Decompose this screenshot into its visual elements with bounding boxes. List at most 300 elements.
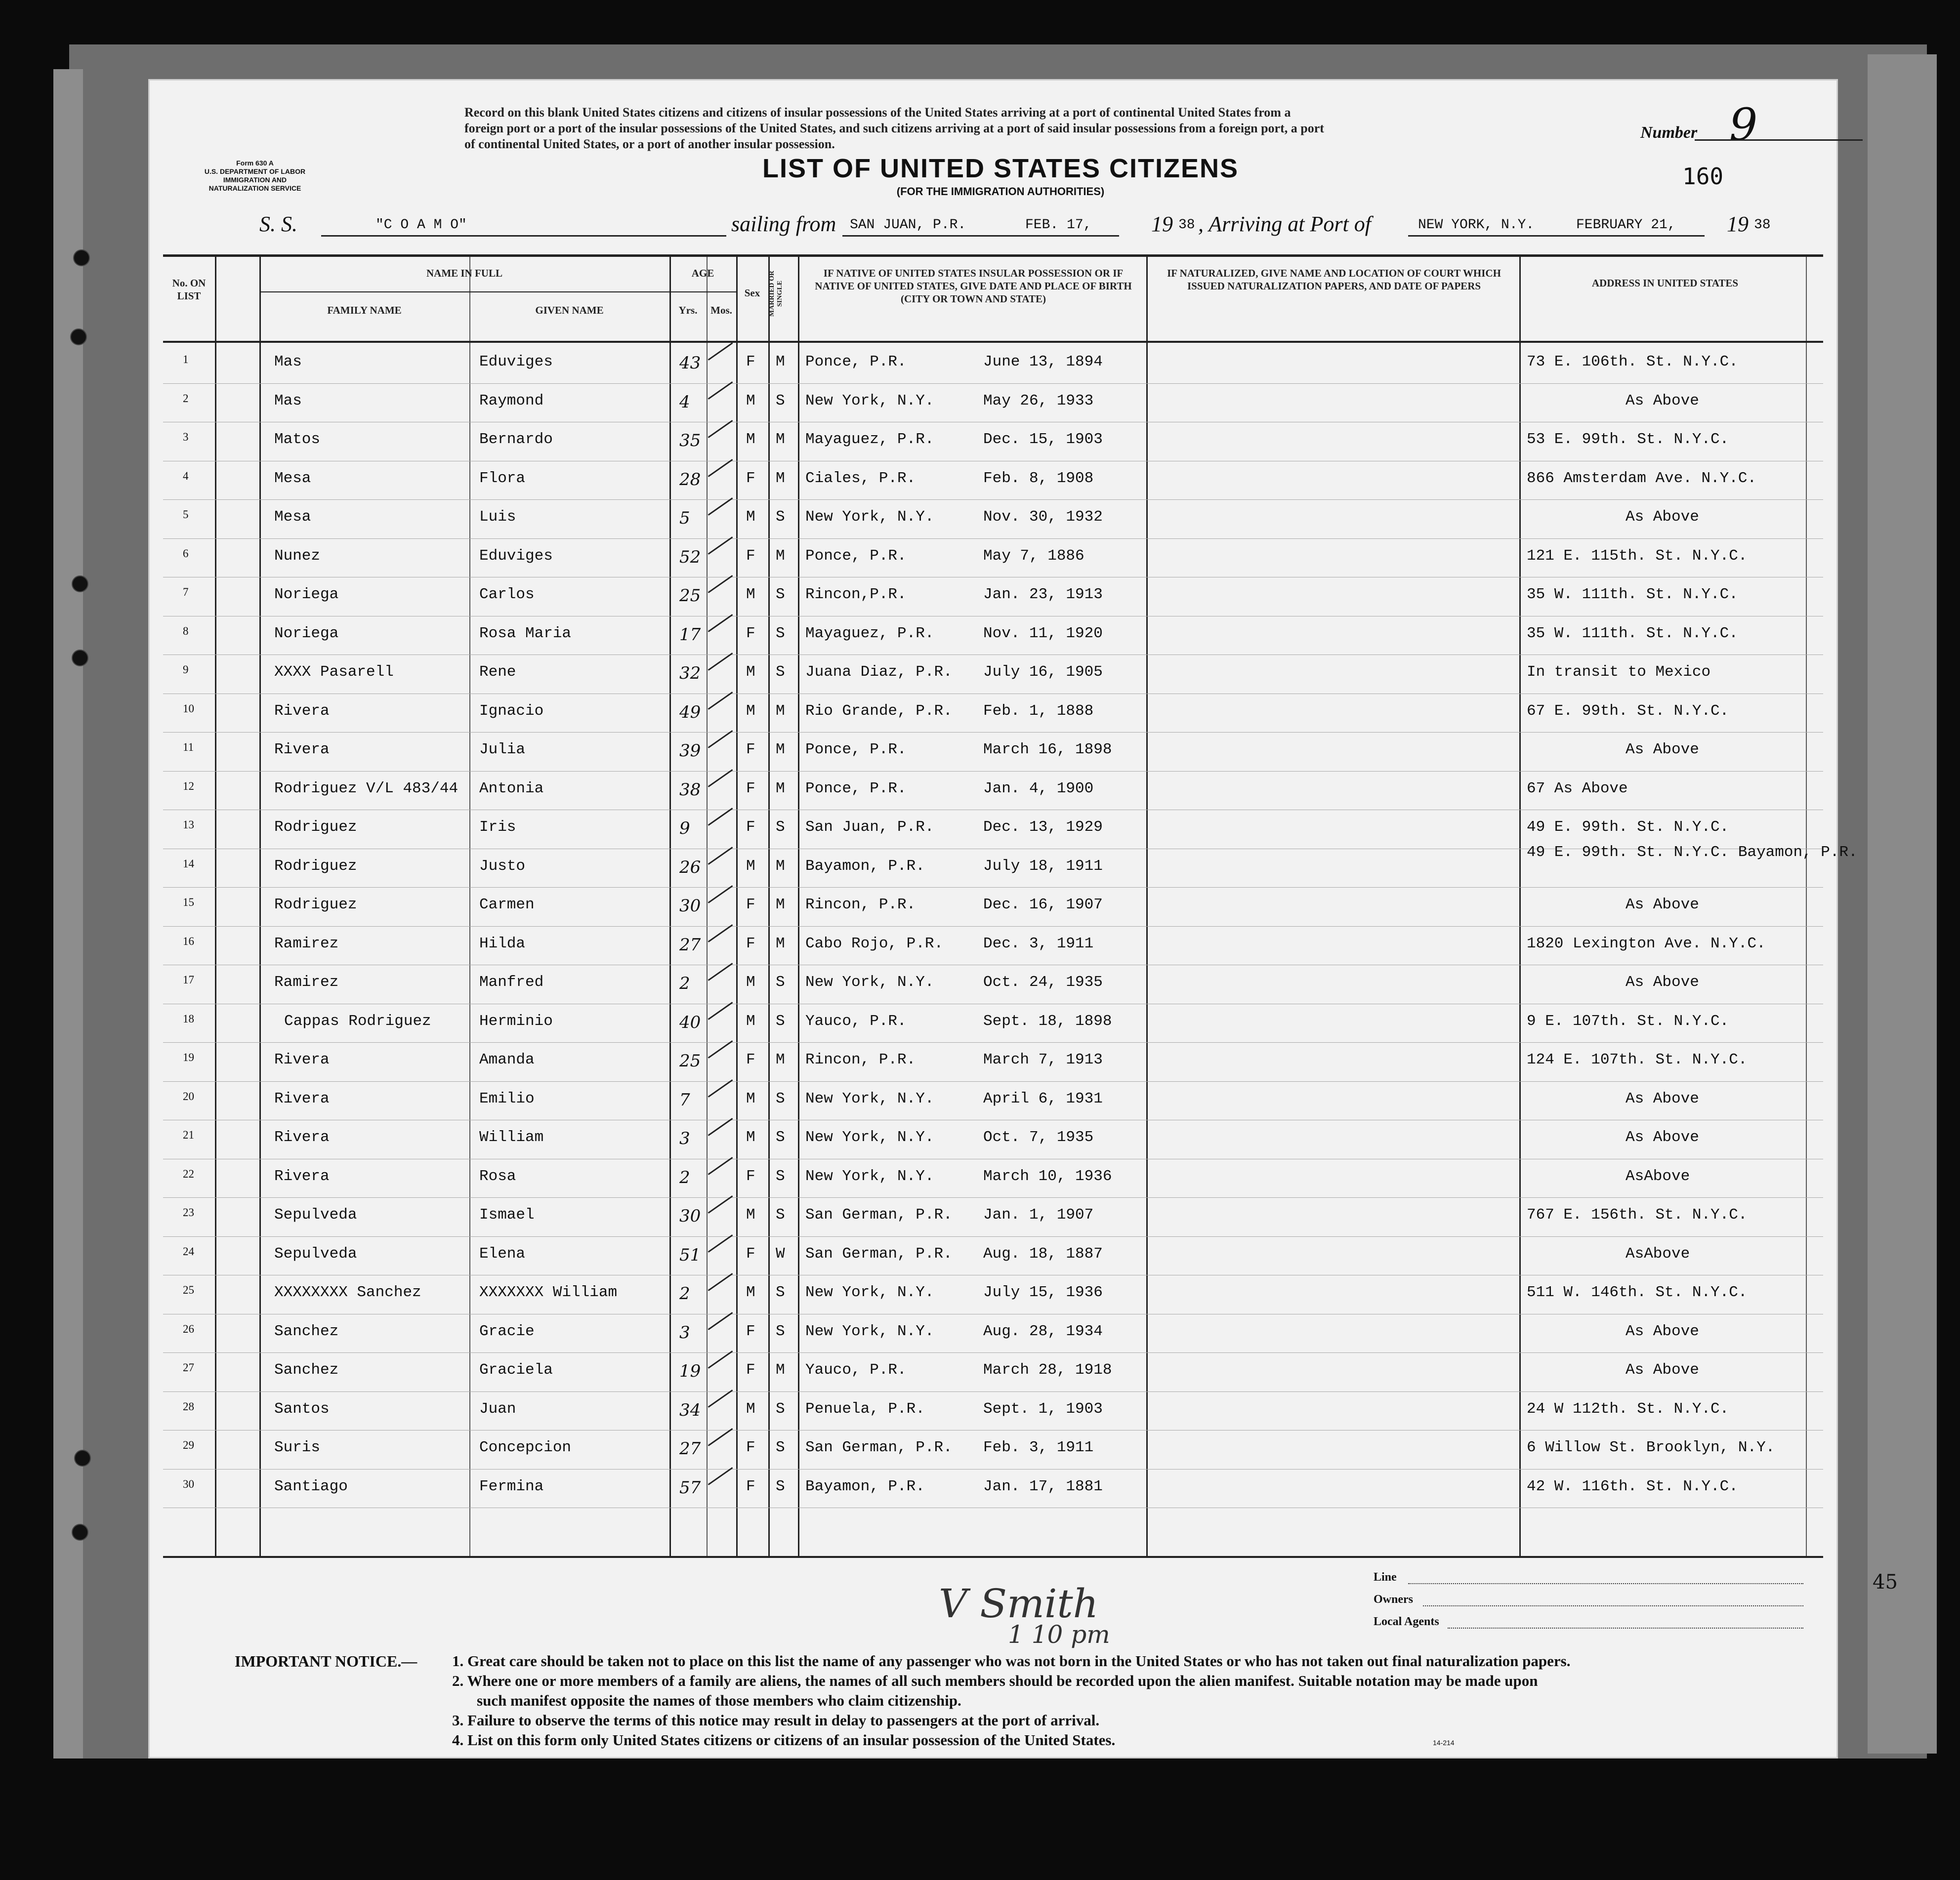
cell-family: Ramirez bbox=[274, 935, 339, 952]
cell-marital: M bbox=[776, 896, 785, 913]
cell-family: Mas bbox=[274, 392, 302, 409]
port-to-underline bbox=[1408, 235, 1705, 237]
cell-date: Sept. 1, 1903 bbox=[983, 1400, 1103, 1418]
tick-mark bbox=[708, 1234, 733, 1253]
cell-sex: M bbox=[746, 702, 755, 720]
cell-marital: S bbox=[776, 392, 785, 409]
sailing-label: sailing from bbox=[731, 212, 836, 236]
cell-address: 511 W. 146th. St. N.Y.C. bbox=[1527, 1284, 1748, 1301]
col-divider bbox=[1806, 257, 1807, 1556]
cell-no: 13 bbox=[183, 818, 194, 831]
cell-marital: M bbox=[776, 779, 785, 797]
tick-mark bbox=[708, 653, 733, 671]
cell-no: 12 bbox=[183, 779, 194, 792]
cell-address: As Above bbox=[1626, 1361, 1699, 1379]
cell-given: Elena bbox=[479, 1245, 526, 1263]
row-rule bbox=[163, 1042, 1823, 1043]
binder-hole bbox=[72, 1524, 88, 1541]
page-subtitle: (FOR THE IMMIGRATION AUTHORITIES) bbox=[896, 185, 1105, 198]
cell-age: 34 bbox=[679, 1400, 701, 1420]
cell-date: May 26, 1933 bbox=[983, 392, 1094, 409]
number-value: 9 bbox=[1729, 99, 1758, 151]
cell-family: Sanchez bbox=[274, 1322, 339, 1340]
cell-marital: M bbox=[776, 469, 785, 487]
manifest-page bbox=[148, 79, 1898, 1758]
cell-age: 4 bbox=[679, 392, 690, 412]
cell-age: 19 bbox=[679, 1361, 701, 1381]
cell-sex: F bbox=[746, 896, 755, 913]
cell-marital: M bbox=[776, 353, 785, 370]
notice-item: 1. Great care should be taken not to place on this list the name of any passenger who was not born in the United States or who has not taken out final naturalization papers. bbox=[452, 1652, 1571, 1670]
cell-place: Ponce, P.R. bbox=[805, 741, 907, 758]
tick-mark bbox=[708, 536, 733, 555]
cell-place: New York, N.Y. bbox=[805, 1322, 934, 1340]
port-from-underline bbox=[842, 235, 1119, 237]
year-suffix-2: 38 bbox=[1754, 217, 1771, 233]
cell-address: As Above bbox=[1626, 896, 1699, 913]
owners-field bbox=[1423, 1605, 1803, 1606]
cell-date: March 16, 1898 bbox=[983, 741, 1112, 758]
cell-marital: S bbox=[776, 1400, 785, 1418]
cell-date: Dec. 15, 1903 bbox=[983, 431, 1103, 448]
cell-family: Santiago bbox=[274, 1477, 348, 1495]
cell-family: Mas bbox=[274, 353, 302, 370]
cell-place: Ponce, P.R. bbox=[805, 547, 907, 565]
cell-sex: F bbox=[746, 624, 755, 642]
cell-age: 39 bbox=[679, 741, 701, 761]
cell-marital: W bbox=[776, 1245, 785, 1263]
row-rule bbox=[163, 499, 1823, 500]
cell-place: New York, N.Y. bbox=[805, 1090, 934, 1107]
tick-mark bbox=[708, 885, 733, 903]
notice-title: IMPORTANT NOTICE.— bbox=[235, 1652, 417, 1670]
cell-marital: S bbox=[776, 818, 785, 836]
cell-marital: S bbox=[776, 1129, 785, 1146]
cell-age: 27 bbox=[679, 1439, 701, 1459]
cell-family: Rodriguez bbox=[274, 857, 357, 875]
cell-family: Rivera bbox=[274, 702, 330, 720]
cell-place: San German, P.R. bbox=[805, 1439, 953, 1456]
stamp-number: 160 bbox=[1682, 163, 1724, 190]
cell-given: Amanda bbox=[479, 1051, 535, 1068]
port-to: NEW YORK, N.Y. bbox=[1418, 217, 1535, 233]
cell-no: 25 bbox=[183, 1284, 194, 1296]
cell-sex: M bbox=[746, 1090, 755, 1107]
instruction-line: Record on this blank United States citizens and citizens of insular possessions of the United States arriving at a port of continental United States from a bbox=[464, 105, 1291, 120]
cell-age: 30 bbox=[679, 896, 701, 916]
cell-marital: M bbox=[776, 1361, 785, 1379]
cell-place: Rio Grande, P.R. bbox=[805, 702, 953, 720]
form-line: IMMIGRATION AND bbox=[223, 176, 287, 184]
cell-family: Rivera bbox=[274, 1090, 330, 1107]
cell-place: Mayaguez, P.R. bbox=[805, 431, 934, 448]
cell-address: 49 E. 99th. St. N.Y.C. Bayamon, P.R. bbox=[1527, 843, 1858, 861]
cell-date: July 15, 1936 bbox=[983, 1284, 1103, 1301]
tick-mark bbox=[708, 1002, 733, 1020]
cell-family: Rodriguez V/L 483/44 bbox=[274, 779, 459, 797]
cell-place: New York, N.Y. bbox=[805, 974, 934, 991]
cell-marital: S bbox=[776, 1322, 785, 1340]
cell-marital: S bbox=[776, 1477, 785, 1495]
cell-address: 9 E. 107th. St. N.Y.C. bbox=[1527, 1012, 1729, 1030]
cell-sex: M bbox=[746, 1284, 755, 1301]
arriving-label: , Arriving at Port of bbox=[1198, 212, 1371, 236]
cell-given: Hilda bbox=[479, 935, 526, 952]
cell-family: Nunez bbox=[274, 547, 321, 565]
cell-date: May 7, 1886 bbox=[983, 547, 1084, 565]
year-suffix-1: 38 bbox=[1178, 217, 1195, 233]
cell-age: 52 bbox=[679, 547, 701, 567]
cell-place: Bayamon, P.R. bbox=[805, 857, 925, 875]
tick-mark bbox=[708, 730, 733, 748]
cell-sex: M bbox=[746, 663, 755, 681]
cell-marital: S bbox=[776, 663, 785, 681]
cell-sex: F bbox=[746, 1361, 755, 1379]
cell-date: July 18, 1911 bbox=[983, 857, 1103, 875]
cell-no: 4 bbox=[183, 469, 189, 482]
cell-date: July 16, 1905 bbox=[983, 663, 1103, 681]
tick-mark bbox=[708, 1467, 733, 1485]
cell-family: Ramirez bbox=[274, 974, 339, 991]
header-rule bbox=[259, 291, 669, 292]
cell-date: Feb. 3, 1911 bbox=[983, 1439, 1094, 1456]
cell-given: Julia bbox=[479, 741, 526, 758]
cell-family: Sepulveda bbox=[274, 1245, 357, 1263]
ship-name: "C O A M O" bbox=[375, 217, 467, 233]
cell-sex: M bbox=[746, 857, 755, 875]
row-rule bbox=[163, 732, 1823, 733]
row-rule bbox=[163, 1391, 1823, 1392]
cell-age: 7 bbox=[679, 1090, 690, 1110]
cell-sex: F bbox=[746, 353, 755, 370]
cell-no: 14 bbox=[183, 857, 194, 870]
tick-mark bbox=[708, 1195, 733, 1214]
cell-marital: S bbox=[776, 974, 785, 991]
cell-address: As Above bbox=[1626, 974, 1699, 991]
tick-mark bbox=[708, 963, 733, 981]
header-bottom-rule bbox=[163, 341, 1823, 343]
cell-no: 28 bbox=[183, 1400, 194, 1413]
cell-date: Nov. 11, 1920 bbox=[983, 624, 1103, 642]
cell-marital: M bbox=[776, 1051, 785, 1068]
cell-address: 35 W. 111th. St. N.Y.C. bbox=[1527, 586, 1738, 603]
cell-family: Cappas Rodriguez bbox=[284, 1012, 431, 1030]
cell-family: Mesa bbox=[274, 469, 311, 487]
row-rule bbox=[163, 1469, 1823, 1470]
cell-marital: S bbox=[776, 1284, 785, 1301]
cell-age: 30 bbox=[679, 1206, 701, 1226]
cell-age: 28 bbox=[679, 469, 701, 490]
cell-sex: M bbox=[746, 586, 755, 603]
cell-address: 1820 Lexington Ave. N.Y.C. bbox=[1527, 935, 1766, 952]
cell-marital: S bbox=[776, 1012, 785, 1030]
cell-family: Rodriguez bbox=[274, 896, 357, 913]
cell-date: March 28, 1918 bbox=[983, 1361, 1112, 1379]
cell-given: Emilio bbox=[479, 1090, 535, 1107]
cell-age: 35 bbox=[679, 431, 701, 450]
cell-sex: F bbox=[746, 779, 755, 797]
cell-address: As Above bbox=[1626, 392, 1699, 409]
cell-place: San German, P.R. bbox=[805, 1245, 953, 1263]
cell-age: 25 bbox=[679, 1051, 701, 1071]
page-total: 45 bbox=[1873, 1571, 1898, 1594]
tick-mark bbox=[708, 342, 733, 361]
binder-hole bbox=[74, 1450, 91, 1467]
cell-place: Juana Diaz, P.R. bbox=[805, 663, 953, 681]
cell-marital: S bbox=[776, 1439, 785, 1456]
col-divider bbox=[469, 257, 470, 1556]
binder-hole bbox=[70, 328, 87, 345]
cell-age: 27 bbox=[679, 935, 701, 955]
tick-mark bbox=[708, 1390, 733, 1408]
cell-given: Carmen bbox=[479, 896, 535, 913]
cell-date: Dec. 3, 1911 bbox=[983, 935, 1094, 952]
cell-place: New York, N.Y. bbox=[805, 1167, 934, 1185]
cell-date: Dec. 16, 1907 bbox=[983, 896, 1103, 913]
cell-given: Rene bbox=[479, 663, 516, 681]
cell-place: San Juan, P.R. bbox=[805, 818, 934, 836]
cell-family: Rodriguez bbox=[274, 818, 357, 836]
header-mos: Mos. bbox=[710, 304, 732, 316]
cell-date: Dec. 13, 1929 bbox=[983, 818, 1103, 836]
cell-date: Oct. 7, 1935 bbox=[983, 1129, 1094, 1146]
cell-age: 9 bbox=[679, 818, 690, 838]
line-label: Line bbox=[1374, 1571, 1397, 1584]
binder-strip bbox=[53, 69, 83, 1758]
cell-family: Rivera bbox=[274, 1167, 330, 1185]
cell-marital: S bbox=[776, 624, 785, 642]
header-given-name: GIVEN NAME bbox=[535, 304, 604, 316]
cell-no: 5 bbox=[183, 508, 189, 521]
tick-mark bbox=[708, 420, 733, 438]
cell-place: Ciales, P.R. bbox=[805, 469, 916, 487]
cell-sex: F bbox=[746, 469, 755, 487]
cell-sex: F bbox=[746, 818, 755, 836]
row-rule bbox=[163, 926, 1823, 927]
notice-item: 2. Where one or more members of a family are aliens, the names of all such members should be recorded upon the alien manifest. Suitable notation may be made upon bbox=[452, 1672, 1538, 1689]
cell-address: 35 W. 111th. St. N.Y.C. bbox=[1527, 624, 1738, 642]
inspector-signature: V Smith bbox=[939, 1581, 1099, 1627]
year-prefix-1: 19 bbox=[1151, 212, 1173, 236]
cell-given: XXXXXXX William bbox=[479, 1284, 618, 1301]
cell-age: 26 bbox=[679, 857, 701, 877]
cell-date: Nov. 30, 1932 bbox=[983, 508, 1103, 526]
cell-age: 38 bbox=[679, 779, 701, 800]
cell-address: As Above bbox=[1626, 508, 1699, 526]
col-divider bbox=[798, 257, 799, 1556]
cell-sex: F bbox=[746, 1322, 755, 1340]
cell-date: March 10, 1936 bbox=[983, 1167, 1112, 1185]
cell-date: Feb. 8, 1908 bbox=[983, 469, 1094, 487]
cell-no: 19 bbox=[183, 1051, 194, 1063]
cell-family: Suris bbox=[274, 1439, 321, 1456]
header-address: ADDRESS IN UNITED STATES bbox=[1591, 277, 1739, 289]
cell-address: As Above bbox=[1626, 1322, 1699, 1340]
cell-date: Jan. 23, 1913 bbox=[983, 586, 1103, 603]
cell-date: Jan. 1, 1907 bbox=[983, 1206, 1094, 1224]
cell-age: 5 bbox=[679, 508, 690, 528]
col-divider bbox=[669, 257, 671, 1556]
cell-family: XXXX Pasarell bbox=[274, 663, 394, 681]
notice-item: 4. List on this form only United States citizens or citizens of an insular possession of the United States. bbox=[452, 1731, 1116, 1749]
cell-sex: F bbox=[746, 1439, 755, 1456]
number-label: Number bbox=[1640, 123, 1698, 142]
cell-address: 49 E. 99th. St. N.Y.C. bbox=[1527, 818, 1729, 836]
tick-mark bbox=[708, 1428, 733, 1446]
year-prefix-2: 19 bbox=[1727, 212, 1749, 236]
instruction-line: foreign port or a port of the insular possessions of the United States, and such citizens arriving at a port of said insular possessions from a foreign port, a port bbox=[464, 121, 1324, 135]
cell-marital: M bbox=[776, 857, 785, 875]
cell-place: Ponce, P.R. bbox=[805, 779, 907, 797]
row-rule bbox=[163, 1197, 1823, 1198]
tick-mark bbox=[708, 614, 733, 632]
cell-address: 67 E. 99th. St. N.Y.C. bbox=[1527, 702, 1729, 720]
cell-no: 18 bbox=[183, 1012, 194, 1025]
col-divider bbox=[1519, 257, 1521, 1556]
cell-given: Ismael bbox=[479, 1206, 535, 1224]
cell-sex: M bbox=[746, 508, 755, 526]
tick-mark bbox=[708, 1157, 733, 1175]
cell-marital: M bbox=[776, 741, 785, 758]
cell-age: 2 bbox=[679, 974, 690, 993]
cell-given: Antonia bbox=[479, 779, 544, 797]
cell-place: New York, N.Y. bbox=[805, 1284, 934, 1301]
cell-no: 16 bbox=[183, 935, 194, 947]
tick-mark bbox=[708, 459, 733, 477]
cell-sex: M bbox=[746, 1012, 755, 1030]
cell-no: 2 bbox=[183, 392, 189, 405]
cell-place: New York, N.Y. bbox=[805, 508, 934, 526]
cell-given: Carlos bbox=[479, 586, 535, 603]
passenger-table bbox=[163, 254, 1858, 1558]
cell-age: 2 bbox=[679, 1284, 690, 1304]
cell-sex: M bbox=[746, 392, 755, 409]
header-no-on-list: No. ON LIST bbox=[172, 277, 206, 302]
row-rule bbox=[163, 1081, 1823, 1082]
cell-place: Mayaguez, P.R. bbox=[805, 624, 934, 642]
cell-given: Luis bbox=[479, 508, 516, 526]
cell-date: June 13, 1894 bbox=[983, 353, 1103, 370]
cell-marital: S bbox=[776, 1206, 785, 1224]
cell-marital: M bbox=[776, 702, 785, 720]
cell-date: Aug. 18, 1887 bbox=[983, 1245, 1103, 1263]
cell-family: Mesa bbox=[274, 508, 311, 526]
cell-no: 15 bbox=[183, 896, 194, 908]
tick-mark bbox=[708, 924, 733, 942]
cell-family: Santos bbox=[274, 1400, 330, 1418]
cell-family: Sepulveda bbox=[274, 1206, 357, 1224]
tick-mark bbox=[708, 1118, 733, 1136]
cell-family: Rivera bbox=[274, 1051, 330, 1068]
binder-hole bbox=[72, 575, 88, 592]
row-rule bbox=[163, 887, 1823, 888]
cell-sex: M bbox=[746, 1400, 755, 1418]
cell-given: Herminio bbox=[479, 1012, 553, 1030]
cell-place: Rincon, P.R. bbox=[805, 1051, 916, 1068]
cell-address: 67 As Above bbox=[1527, 779, 1628, 797]
cell-given: Rosa Maria bbox=[479, 624, 572, 642]
cell-address: AsAbove bbox=[1626, 1245, 1690, 1263]
cell-marital: M bbox=[776, 431, 785, 448]
cell-given: Gracie bbox=[479, 1322, 535, 1340]
cell-address: 53 E. 99th. St. N.Y.C. bbox=[1527, 431, 1729, 448]
cell-sex: F bbox=[746, 1245, 755, 1263]
cell-date: March 7, 1913 bbox=[983, 1051, 1103, 1068]
cell-no: 22 bbox=[183, 1167, 194, 1180]
tick-mark bbox=[708, 1079, 733, 1098]
tick-mark bbox=[708, 847, 733, 865]
cell-given: Flora bbox=[479, 469, 526, 487]
form-code: 14-214 bbox=[1433, 1739, 1455, 1747]
cell-age: 3 bbox=[679, 1129, 690, 1148]
cell-address: 24 W 112th. St. N.Y.C. bbox=[1527, 1400, 1729, 1418]
cell-sex: F bbox=[746, 547, 755, 565]
cell-address: As Above bbox=[1626, 1129, 1699, 1146]
tick-mark bbox=[708, 575, 733, 593]
cell-address: 42 W. 116th. St. N.Y.C. bbox=[1527, 1477, 1738, 1495]
notice-item: 3. Failure to observe the terms of this notice may result in delay to passengers at the port of arrival. bbox=[452, 1712, 1100, 1729]
header-instructions bbox=[464, 105, 1700, 152]
cell-date: Feb. 1, 1888 bbox=[983, 702, 1094, 720]
owners-label: Owners bbox=[1374, 1593, 1413, 1606]
cell-address: 73 E. 106th. St. N.Y.C. bbox=[1527, 353, 1738, 370]
cell-place: Cabo Rojo, P.R. bbox=[805, 935, 944, 952]
header-age: AGE bbox=[691, 267, 714, 279]
cell-given: Bernardo bbox=[479, 431, 553, 448]
cell-address: 121 E. 115th. St. N.Y.C. bbox=[1527, 547, 1748, 565]
cell-marital: S bbox=[776, 586, 785, 603]
col-divider bbox=[259, 257, 261, 1556]
cell-family: XXXXXXXX Sanchez bbox=[274, 1284, 421, 1301]
form-line: NATURALIZATION SERVICE bbox=[209, 184, 301, 192]
cell-given: Juan bbox=[479, 1400, 516, 1418]
header-sex: Sex bbox=[744, 287, 760, 299]
cell-marital: M bbox=[776, 935, 785, 952]
cell-no: 26 bbox=[183, 1322, 194, 1335]
tick-mark bbox=[708, 1040, 733, 1059]
page-title: LIST OF UNITED STATES CITIZENS bbox=[762, 154, 1239, 183]
cell-sex: M bbox=[746, 431, 755, 448]
cell-no: 30 bbox=[183, 1477, 194, 1490]
cell-address: AsAbove bbox=[1626, 1167, 1690, 1185]
cell-no: 17 bbox=[183, 974, 194, 986]
cell-given: Rosa bbox=[479, 1167, 516, 1185]
cell-date: April 6, 1931 bbox=[983, 1090, 1103, 1107]
cell-age: 25 bbox=[679, 586, 701, 606]
cell-place: San German, P.R. bbox=[805, 1206, 953, 1224]
cell-family: Noriega bbox=[274, 624, 339, 642]
cell-age: 32 bbox=[679, 663, 701, 683]
cell-given: Iris bbox=[479, 818, 516, 836]
header-rule bbox=[669, 291, 736, 292]
cell-family: Rivera bbox=[274, 741, 330, 758]
cell-place: Bayamon, P.R. bbox=[805, 1477, 925, 1495]
cell-no: 1 bbox=[183, 353, 189, 366]
date-from: FEB. 17, bbox=[1025, 217, 1092, 233]
cell-family: Sanchez bbox=[274, 1361, 339, 1379]
cell-no: 6 bbox=[183, 547, 189, 560]
notice-item: such manifest opposite the names of those members who claim citizenship. bbox=[477, 1692, 961, 1709]
header-name-in-full: NAME IN FULL bbox=[426, 267, 502, 279]
tick-mark bbox=[708, 808, 733, 826]
date-to: FEBRUARY 21, bbox=[1576, 217, 1676, 233]
cell-no: 27 bbox=[183, 1361, 194, 1374]
cell-no: 20 bbox=[183, 1090, 194, 1103]
cell-given: Fermina bbox=[479, 1477, 544, 1495]
cell-age: 40 bbox=[679, 1012, 701, 1032]
cell-marital: M bbox=[776, 547, 785, 565]
cell-no: 11 bbox=[183, 741, 194, 753]
